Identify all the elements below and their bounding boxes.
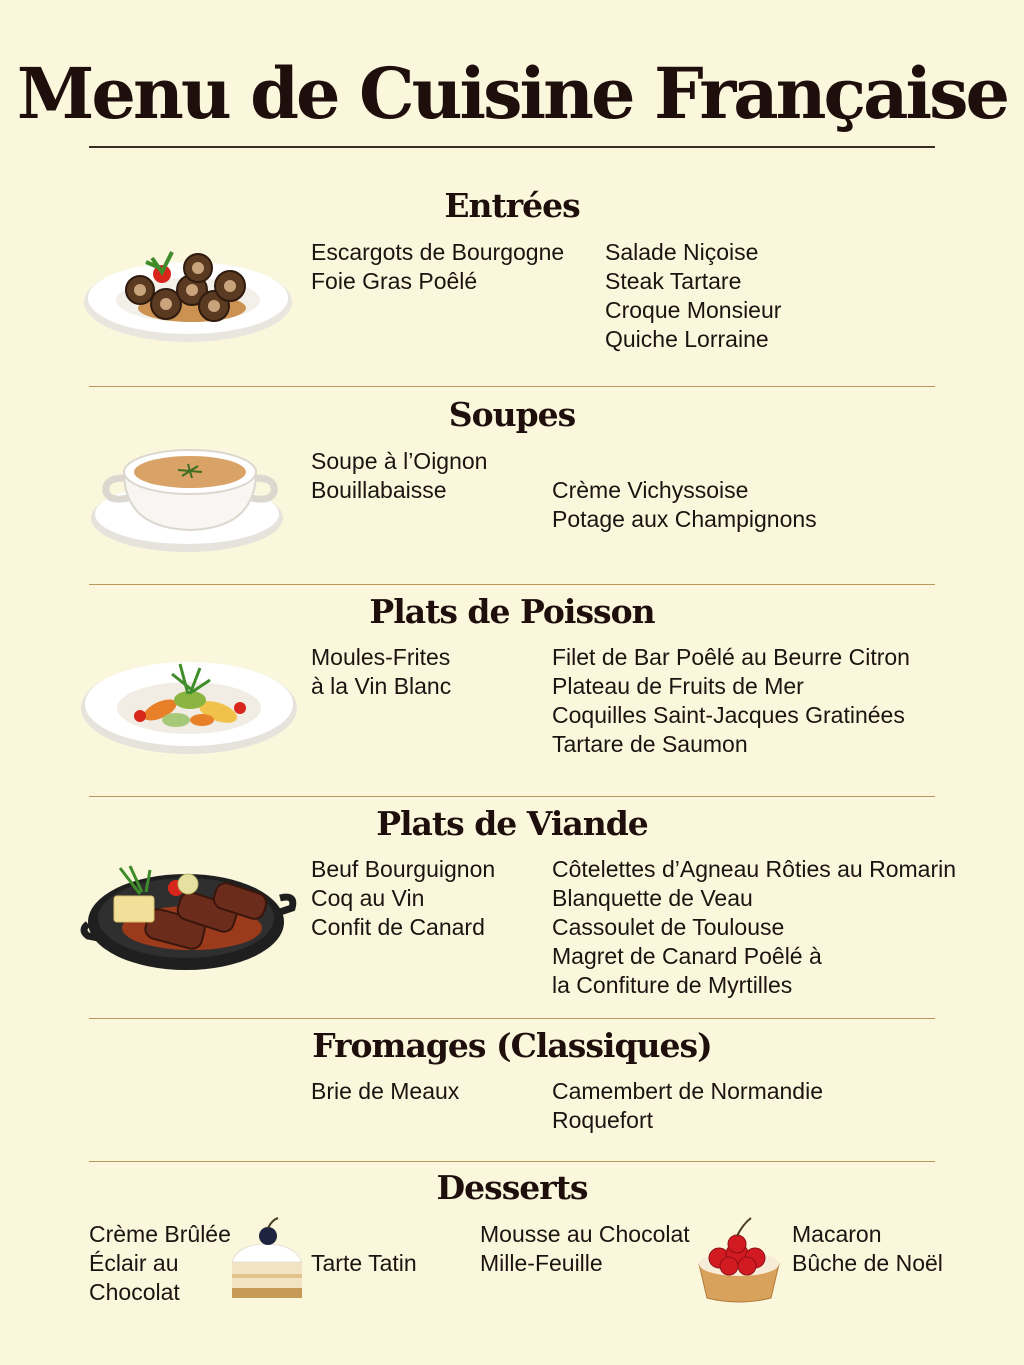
menu-item: Mousse au Chocolat <box>480 1221 690 1247</box>
entrees-list-1 <box>311 238 564 296</box>
section-heading-soupes: Soupes <box>448 395 576 434</box>
menu-item: Moules-Frites <box>311 644 451 670</box>
menu-item: Quiche Lorraine <box>605 326 769 352</box>
section-heading-fromages: Fromages (Classiques) <box>312 1026 712 1065</box>
soupes-list-1 <box>311 447 487 505</box>
menu-item: Crème Brûlée <box>89 1221 231 1247</box>
menu-item: Filet de Bar Poêlé au Beurre Citron <box>552 644 910 670</box>
menu-item: Blanquette de Veau <box>552 885 753 911</box>
viande-list-1 <box>311 855 495 942</box>
page-title: Menu de Cuisine Française <box>16 52 1008 135</box>
menu-item: Croque Monsieur <box>605 297 782 323</box>
menu-item: Salade Niçoise <box>605 239 759 265</box>
meat-pan-icon <box>80 858 298 978</box>
cake-slice-icon <box>228 1216 306 1306</box>
menu-item: Soupe à l’Oignon <box>311 448 488 474</box>
fish-vegetable-plate-icon <box>80 650 300 760</box>
entrees-list-2 <box>605 238 781 354</box>
section-divider <box>89 1018 935 1019</box>
menu-item: Chocolat <box>89 1279 180 1305</box>
section-heading-poisson: Plats de Poisson <box>369 592 655 631</box>
menu-item: Potage aux Champignons <box>552 506 817 532</box>
cherry-tart-icon <box>693 1214 785 1306</box>
desserts-list-4 <box>792 1220 943 1278</box>
fromages-list-2 <box>552 1077 823 1135</box>
desserts-list-3 <box>480 1220 690 1278</box>
poisson-list-1 <box>311 643 451 701</box>
fromages-list-1 <box>311 1077 459 1106</box>
menu-item: la Confiture de Myrtilles <box>552 972 793 998</box>
menu-item: Bouillabaisse <box>311 477 447 503</box>
menu-item: Crème Vichyssoise <box>552 477 749 503</box>
poisson-list-2 <box>552 643 910 759</box>
desserts-list-1 <box>89 1220 231 1307</box>
desserts-list-2 <box>311 1249 417 1278</box>
section-divider <box>89 1161 935 1162</box>
menu-item: Magret de Canard Poêlé à <box>552 943 822 969</box>
title-divider <box>89 146 935 148</box>
menu-item: Côtelettes d’Agneau Rôties au Romarin <box>552 856 957 882</box>
menu-item: Cassoulet de Toulouse <box>552 914 785 940</box>
menu-item: Steak Tartare <box>605 268 742 294</box>
menu-item: Roquefort <box>552 1107 654 1133</box>
menu-item: Tartare de Saumon <box>552 731 748 757</box>
menu-item: Mille-Feuille <box>480 1250 603 1276</box>
menu-item: Beuf Bourguignon <box>311 856 496 882</box>
menu-item: Confit de Canard <box>311 914 485 940</box>
section-divider <box>89 584 935 585</box>
menu-item: Foie Gras Poêlé <box>311 268 478 294</box>
menu-item: Bûche de Noël <box>792 1250 943 1276</box>
menu-item: Tarte Tatin <box>311 1250 417 1276</box>
escargots-plate-icon <box>82 238 296 348</box>
menu-item: Coquilles Saint-Jacques Gratinées <box>552 702 905 728</box>
soup-bowl-icon <box>90 432 290 556</box>
menu-item: Escargots de Bourgogne <box>311 239 565 265</box>
section-heading-entrees: Entrées <box>444 186 580 225</box>
section-heading-desserts: Desserts <box>436 1168 588 1207</box>
section-heading-viande: Plats de Viande <box>376 804 648 843</box>
menu-item: à la Vin Blanc <box>311 673 452 699</box>
menu-item: Brie de Meaux <box>311 1078 460 1104</box>
section-divider <box>89 386 935 387</box>
menu-item: Macaron <box>792 1221 882 1247</box>
viande-list-2 <box>552 855 956 1000</box>
menu-item: Camembert de Normandie <box>552 1078 824 1104</box>
section-divider <box>89 796 935 797</box>
menu-item: Coq au Vin <box>311 885 425 911</box>
soupes-list-2 <box>552 476 817 534</box>
menu-item: Plateau de Fruits de Mer <box>552 673 804 699</box>
menu-item: Éclair au <box>89 1250 179 1276</box>
